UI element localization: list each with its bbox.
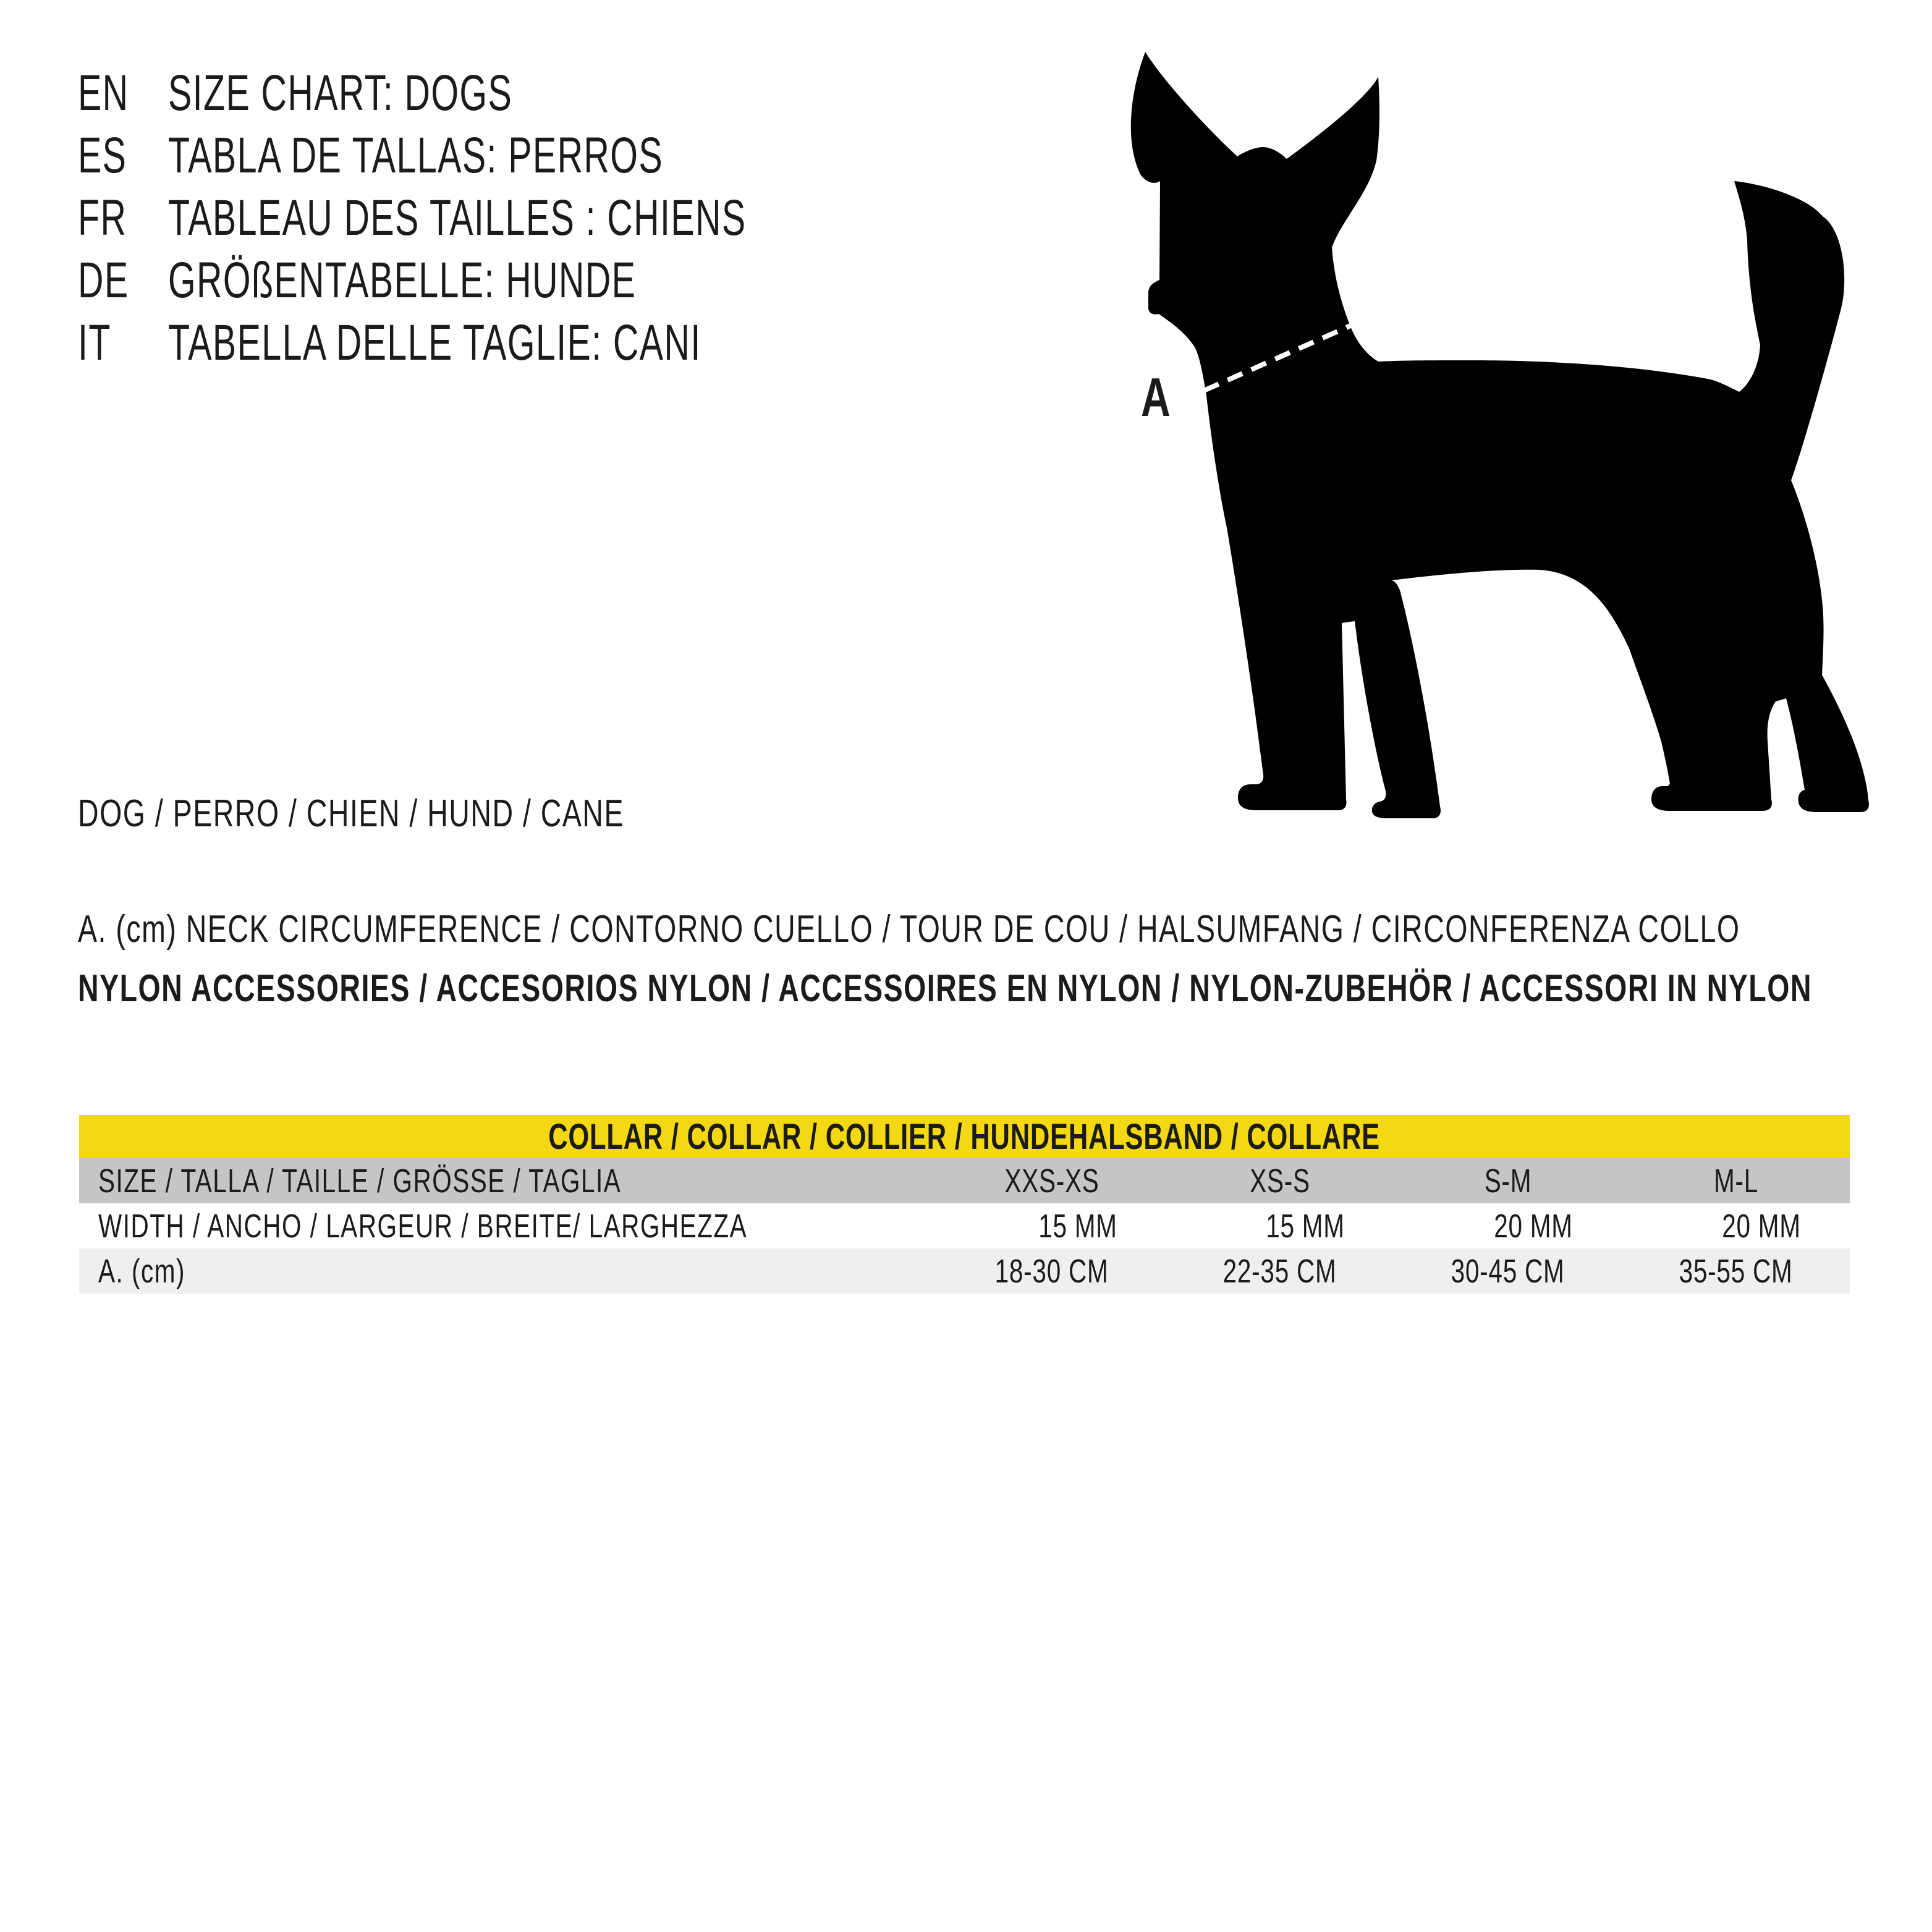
neck-row-label: A. (cm)	[98, 1252, 185, 1290]
material-note: NYLON ACCESSORIES / ACCESORIOS NYLON / ACCESSOIRES EN NYLON / NYLON-ZUBEHÖR / ACCESSORI IN NYLON	[78, 967, 1812, 1010]
language-code: FR	[78, 189, 127, 246]
language-title: GRÖßENTABELLE: HUNDE	[168, 252, 637, 308]
language-title: TABLEAU DES TAILLES : CHIENS	[168, 189, 747, 246]
measurement-note: A. (cm) NECK CIRCUMFERENCE / CONTORNO CUELLO / TOUR DE COU / HALSUMFANG / CIRCONFERENZA COLLO	[78, 908, 1740, 951]
collar-size-table	[79, 1115, 1850, 1294]
size-row-label: SIZE / TALLA / TAILLE / GRÖSSE / TAGLIA	[98, 1162, 622, 1200]
language-title: TABLA DE TALLAS: PERROS	[168, 127, 664, 184]
language-title: SIZE CHART: DOGS	[168, 64, 513, 121]
language-code: IT	[78, 314, 111, 371]
language-row-en	[78, 62, 994, 124]
table-neck-row	[79, 1248, 1850, 1294]
language-list	[78, 62, 994, 374]
dog-caption: DOG / PERRO / CHIEN / HUND / CANE	[78, 792, 625, 835]
size-value: M-L	[1713, 1162, 1758, 1200]
dog-body-shape	[1131, 52, 1869, 818]
measure-point-label: A	[1141, 366, 1171, 428]
table-width-row	[79, 1203, 1850, 1248]
language-row-fr	[78, 187, 994, 249]
language-row-de	[78, 249, 994, 311]
width-value: 15 MM	[1038, 1207, 1117, 1245]
language-code: EN	[78, 64, 129, 121]
language-title: TABELLA DELLE TAGLIE: CANI	[168, 314, 701, 371]
language-row-it	[78, 311, 994, 374]
neck-value: 35-55 CM	[1679, 1252, 1793, 1290]
language-code: ES	[78, 127, 127, 184]
neck-value: 30-45 CM	[1451, 1252, 1565, 1290]
language-code: DE	[78, 252, 129, 308]
language-row-es	[78, 124, 994, 187]
table-title: COLLAR / COLLAR / COLLIER / HUNDEHALSBAND / COLLARE	[548, 1116, 1381, 1157]
size-value: XS-S	[1250, 1162, 1310, 1200]
neck-value: 18-30 CM	[995, 1252, 1109, 1290]
table-title-bar	[79, 1115, 1850, 1158]
width-value: 15 MM	[1266, 1207, 1345, 1245]
width-value: 20 MM	[1494, 1207, 1574, 1245]
width-row-label: WIDTH / ANCHO / LARGEUR / BREITE/ LARGHEZZA	[98, 1207, 748, 1245]
size-value: XXS-XS	[1004, 1162, 1099, 1200]
neck-value: 22-35 CM	[1222, 1252, 1337, 1290]
table-size-row	[79, 1158, 1850, 1203]
size-value: S-M	[1484, 1162, 1532, 1200]
width-value: 20 MM	[1722, 1207, 1801, 1245]
dog-silhouette-icon	[1112, 31, 1885, 822]
